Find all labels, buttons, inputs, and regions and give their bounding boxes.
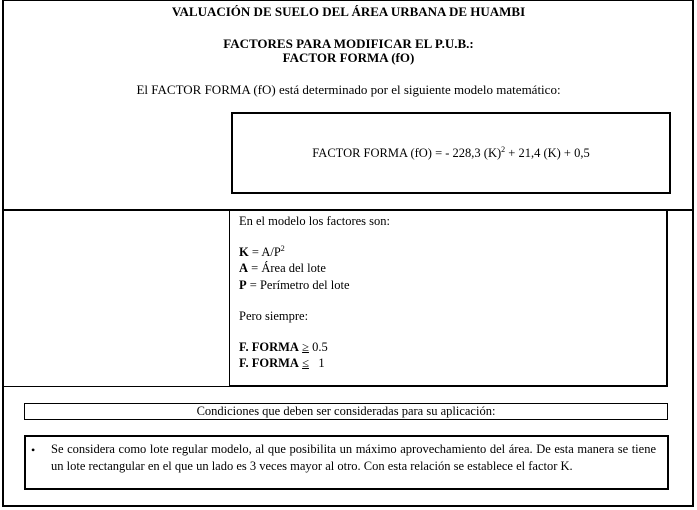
conditions-heading: Condiciones que deben ser consideradas para su aplicación: [24, 403, 668, 420]
factors-heading: En el modelo los factores son: [239, 214, 391, 228]
constraint-max-label: F. FORMA [239, 356, 299, 370]
constraint-min [239, 340, 328, 355]
page-title: VALUACIÓN DE SUELO DEL ÁREA URBANA DE HUAMBI [171, 4, 526, 19]
formula-part-1: FACTOR FORMA (fO) = - 228,3 (K) [312, 146, 502, 160]
factor-p-definition: = Perímetro del lote [246, 278, 350, 292]
factor-p-label: P [239, 278, 247, 292]
ge-symbol: ≥ [302, 340, 309, 354]
formula-text [231, 146, 671, 161]
factor-a [239, 261, 326, 276]
factor-a-definition: = Área del lote [248, 261, 326, 275]
factor-k [239, 245, 285, 260]
constraint-min-value: 0.5 [308, 340, 328, 354]
condition-item: Se considera como lote regular modelo, al que posibilita un máximo aprovechamiento del área. De esta manera se tiene un lote rectangular en el que un lado es 3 veces mayor al otro. Con esta relación se establece el factor K. [51, 442, 656, 473]
factor-k-label: K [239, 245, 249, 259]
formula-exponent: 2 [501, 145, 506, 154]
intro-text: El FACTOR FORMA (fO) está determinado por el siguiente modelo matemático: [136, 82, 561, 97]
le-symbol: ≤ [302, 356, 309, 370]
factor-k-definition: = A/P [248, 245, 281, 259]
factor-k-exponent: 2 [280, 244, 285, 253]
left-cell-bottom-line [2, 386, 232, 387]
factor-a-label: A [239, 261, 249, 275]
section-subtitle-2: FACTOR FORMA (fO) [282, 50, 415, 65]
bullet-icon: • [31, 443, 36, 457]
section-subtitle-1: FACTORES PARA MODIFICAR EL P.U.B.: [223, 36, 474, 51]
factor-p [239, 278, 350, 293]
constraint-max-value: 1 [308, 356, 325, 370]
always-label: Pero siempre: [239, 309, 309, 323]
formula-part-2: + 21,4 (K) + 0,5 [505, 146, 590, 160]
constraint-min-label: F. FORMA [239, 340, 299, 354]
constraint-max [239, 356, 325, 371]
